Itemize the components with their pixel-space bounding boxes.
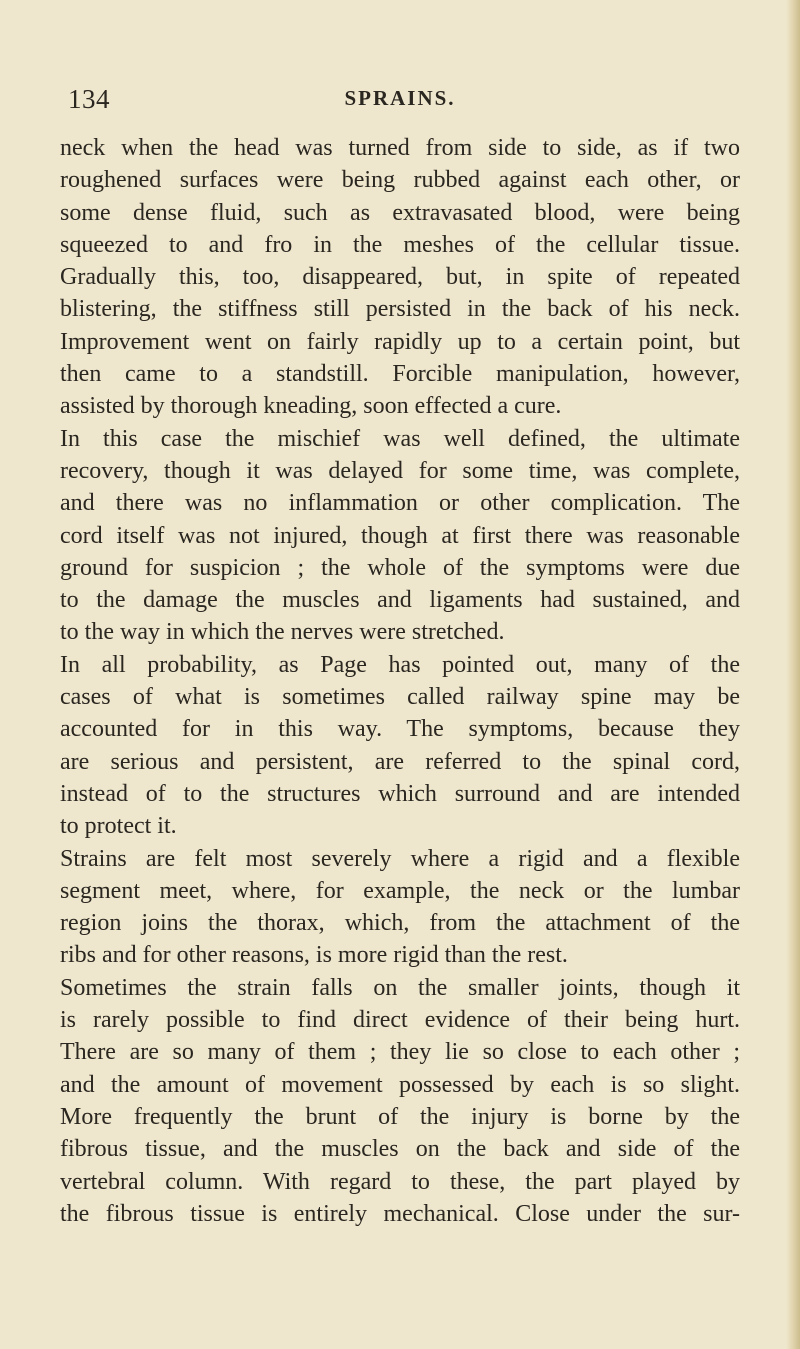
page-edge-shadow [786,0,800,1349]
text-line: then came to a standstill. Forcible manipulation, however, [60,361,740,388]
paragraph-start-line: In all probability, as Page has pointed out, many of the [60,651,740,678]
text-line: More frequently the brunt of the injury is borne by the [60,1103,740,1130]
text-line: is rarely possible to find direct evidence of their being hurt. [60,1007,740,1034]
text-line: are serious and persistent, are referred to the spinal cord, [60,748,740,775]
text-line: roughened surfaces were being rubbed against each other, or [60,167,740,194]
paragraph-start-line: Strains are felt most severely where a rigid and a flexible [60,845,740,872]
text-line: accounted for in this way. The symptoms, because they [60,716,740,743]
paragraph-start-line: In this case the mischief was well defined, the ultimate [60,425,740,452]
text-line: assisted by thorough kneading, soon effected a cure. [60,393,562,420]
text-line: some dense fluid, such as extravasated blood, were being [60,199,740,226]
text-line: Gradually this, too, disappeared, but, in spite of repeated [60,264,740,291]
paragraph-start-line: Sometimes the strain falls on the smaller joints, though it [60,974,740,1001]
text-line: squeezed to and fro in the meshes of the cellular tissue. [60,231,740,258]
page-number: 134 [68,84,110,114]
text-line: Improvement went on fairly rapidly up to a certain point, but [60,328,740,355]
text-line: recovery, though it was delayed for some time, was complete, [60,457,740,484]
text-line: to the way in which the nerves were stretched. [60,619,505,646]
running-title: SPRAINS. [344,86,456,110]
text-line: fibrous tissue, and the muscles on the back and side of the [60,1136,740,1163]
text-line: to the damage the muscles and ligaments had sustained, and [60,587,740,614]
text-line: the fibrous tissue is entirely mechanical. Close under the sur- [60,1200,740,1227]
text-line: ground for suspicion ; the whole of the symptoms were due [60,554,740,581]
page-header [60,84,740,120]
text-line: neck when the head was turned from side to side, as if two [60,135,740,161]
text-line: instead of to the structures which surround and are intended [60,780,740,807]
text-line: and there was no inflammation or other complication. The [60,490,740,517]
text-line: segment meet, where, for example, the neck or the lumbar [60,877,740,904]
text-line: region joins the thorax, which, from the attachment of the [60,910,740,937]
text-line: ribs and for other reasons, is more rigid than the rest. [60,942,568,969]
text-line: There are so many of them ; they lie so close to each other ; [60,1039,740,1066]
text-line: and the amount of movement possessed by each is so slight. [60,1071,740,1098]
text-line: to protect it. [60,813,177,840]
text-line: cord itself was not injured, though at first there was reasonable [60,522,740,549]
body-text [60,132,740,1230]
text-line: blistering, the stiffness still persisted in the back of his neck. [60,296,740,323]
text-line: cases of what is sometimes called railway spine may be [60,684,740,711]
text-line: vertebral column. With regard to these, the part played by [60,1168,740,1195]
